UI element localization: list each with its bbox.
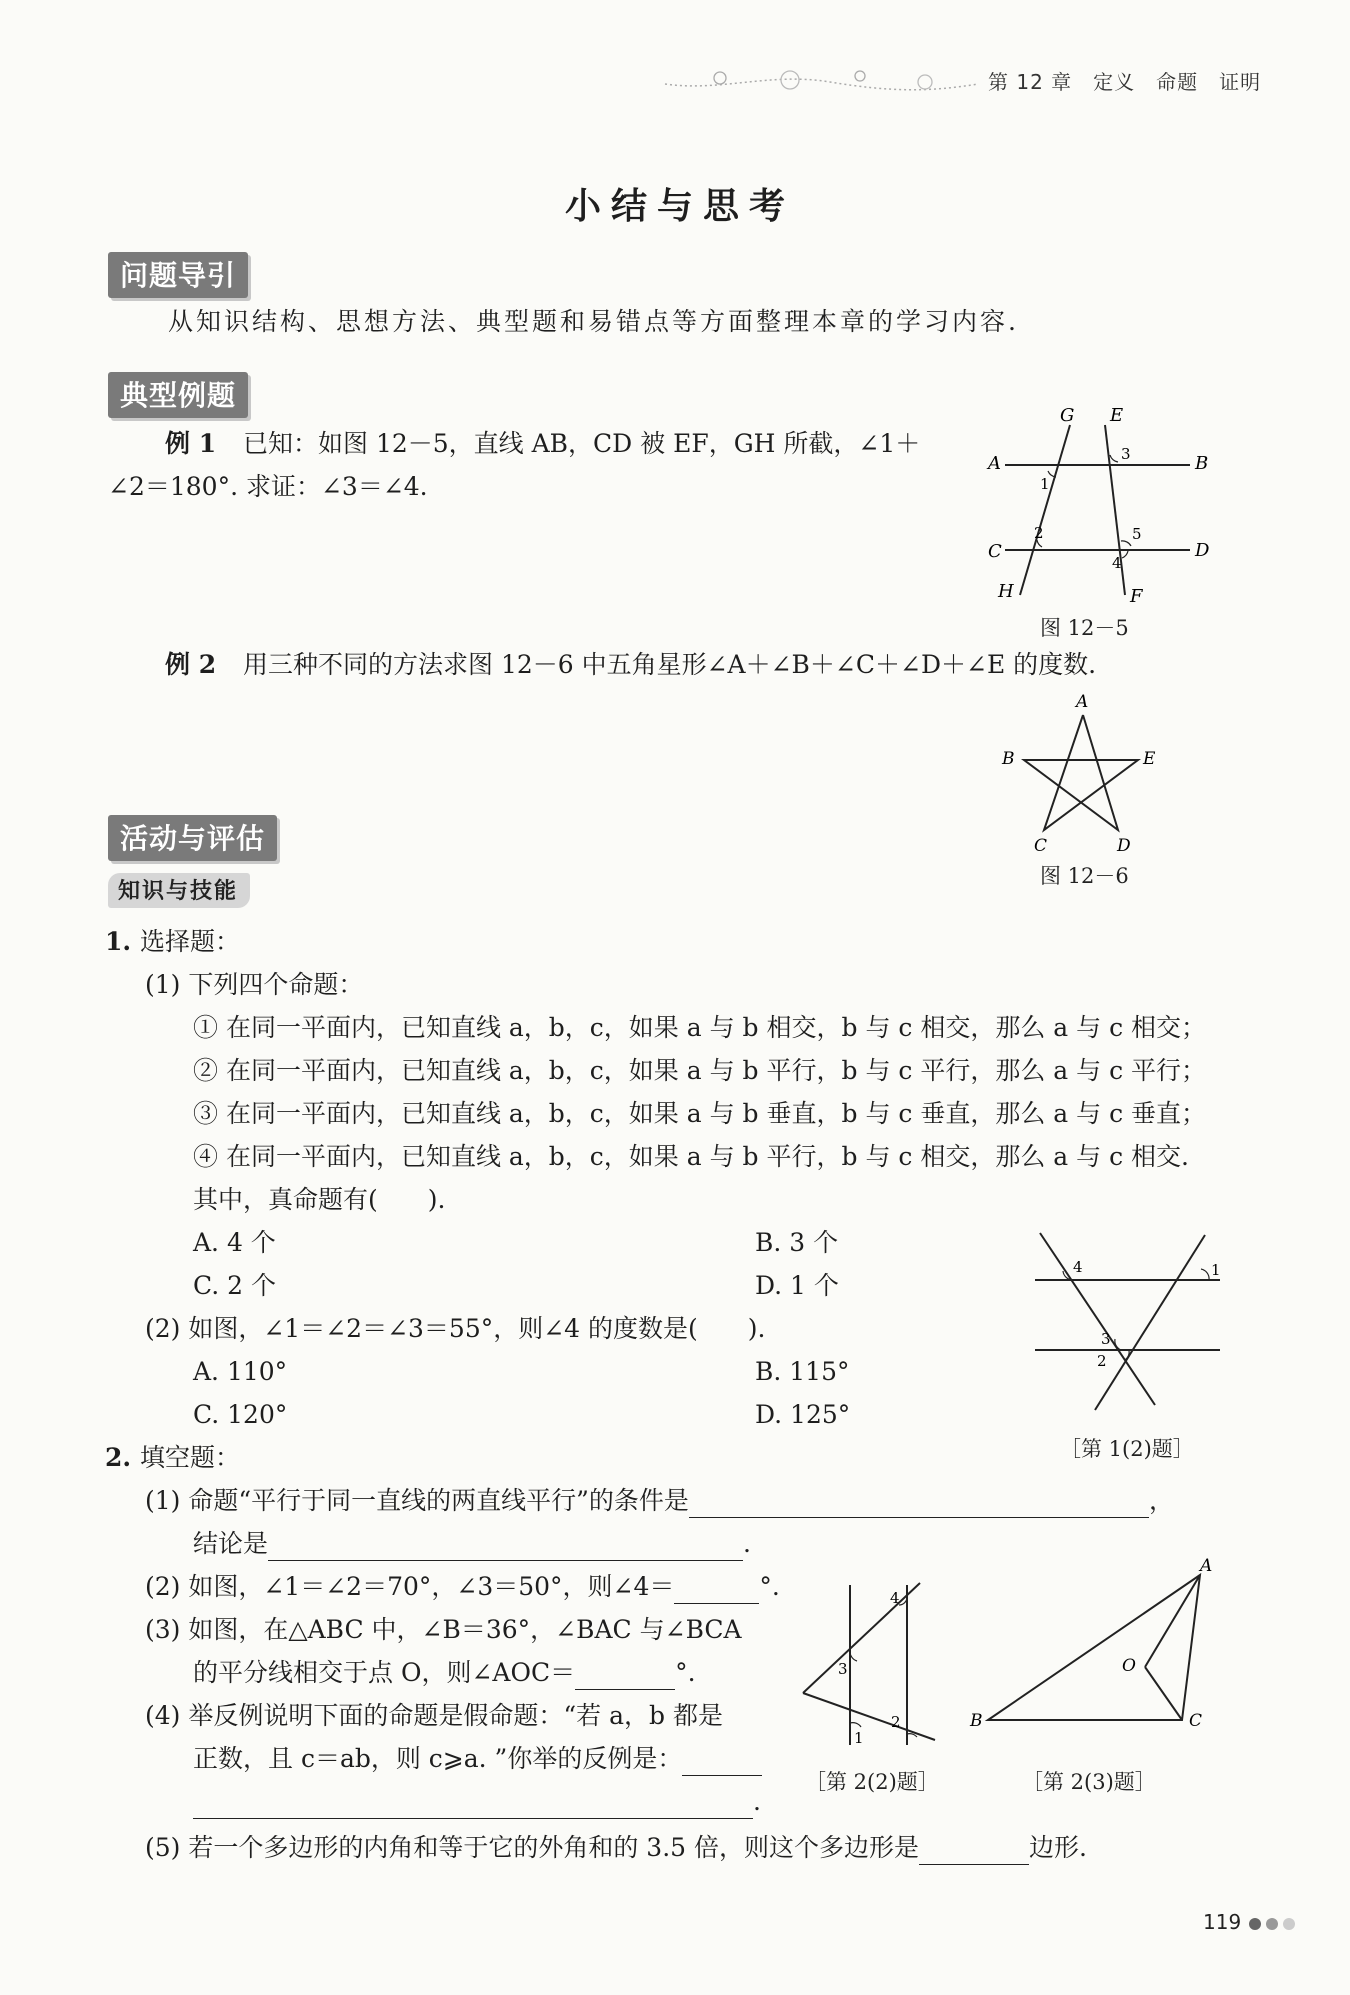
q2-p4-text: 正数，且 c＝ab，则 c⩾a. ”你举的反例是： xyxy=(193,1744,683,1773)
fig125-num-4: 4 xyxy=(1112,554,1122,572)
fig125-label-D: D xyxy=(1195,540,1210,561)
page-number: 119 xyxy=(1203,1910,1242,1934)
q2-p2-line xyxy=(145,1570,780,1604)
q2-p4-line2 xyxy=(193,1742,762,1776)
figure-q2-2-caption: ［第 2(2)题］ xyxy=(805,1770,939,1794)
fig22-num-4: 4 xyxy=(890,1589,900,1607)
q1-title: 选择题： xyxy=(140,927,241,956)
fig125-num-5: 5 xyxy=(1132,525,1142,543)
page-title: 小结与思考 xyxy=(565,186,796,227)
figure-q2-3 xyxy=(960,1555,1220,1745)
fig126-label-A: A xyxy=(1076,692,1089,712)
fig12-num-3: 3 xyxy=(1101,1330,1111,1348)
fig125-label-B: B xyxy=(1195,453,1209,474)
q2-p4-line3 xyxy=(193,1785,761,1819)
q2-p4-period: . xyxy=(753,1787,761,1816)
q1-number: 1. xyxy=(105,927,132,956)
q2-p3-text: 的平分线相交于点 O，则∠AOC＝ xyxy=(193,1658,576,1687)
q1-p2-question: (2) 如图，∠1＝∠2＝∠3＝55°，则∠4 的度数是( ). xyxy=(145,1314,766,1343)
figure-12-6-caption: 图 12－6 xyxy=(1040,864,1129,888)
q2-p5-blank[interactable] xyxy=(919,1838,1029,1865)
figure-12-5 xyxy=(980,405,1210,610)
guide-text: 从知识结构、思想方法、典型题和易错点等方面整理本章的学习内容. xyxy=(168,307,1019,336)
q1-p1-option-a: A. 4 个 xyxy=(193,1228,276,1257)
example2-text: 用三种不同的方法求图 12－6 中五角星形∠A＋∠B＋∠C＋∠D＋∠E 的度数. xyxy=(243,650,1097,679)
fig22-num-1: 1 xyxy=(854,1729,864,1747)
q1-p1-question: 其中，真命题有( ). xyxy=(193,1185,446,1214)
q1-p2-option-a: A. 110° xyxy=(193,1357,288,1386)
q1-p2-option-b: B. 115° xyxy=(755,1357,850,1386)
fig126-label-B: B xyxy=(1002,749,1015,769)
example1-line1: 已知：如图 12－5，直线 AB，CD 被 EF，GH 所截，∠1＋ xyxy=(243,429,921,458)
chapter-header: 第 12 章 定义 命题 证明 xyxy=(988,70,1262,94)
section-tag-guide: 问题导引 xyxy=(108,252,248,298)
subsection-tag-skills: 知识与技能 xyxy=(108,873,250,908)
fig125-num-3: 3 xyxy=(1121,445,1131,463)
figure-12-6-star xyxy=(990,690,1170,855)
q2-p1-condition-blank[interactable] xyxy=(689,1491,1149,1518)
q1-p1-option-b: B. 3 个 xyxy=(755,1228,839,1257)
q1-prop-3: ③ 在同一平面内，已知直线 a，b，c，如果 a 与 b 垂直，b 与 c 垂直，那么 a 与 c 垂直； xyxy=(193,1099,1207,1128)
q2-p1-period: . xyxy=(743,1529,751,1558)
figure-q1-2-caption: ［第 1(2)题］ xyxy=(1060,1437,1194,1461)
q1-prop-1: ① 在同一平面内，已知直线 a，b，c，如果 a 与 b 相交，b 与 c 相交，那么 a 与 c 相交； xyxy=(193,1013,1207,1042)
q1-prop-2: ② 在同一平面内，已知直线 a，b，c，如果 a 与 b 平行，b 与 c 平行，那么 a 与 c 平行； xyxy=(193,1056,1207,1085)
q1-prop-4: ④ 在同一平面内，已知直线 a，b，c，如果 a 与 b 平行，b 与 c 相交，那么 a 与 c 相交. xyxy=(193,1142,1189,1171)
fig23-label-C: C xyxy=(1189,1711,1203,1731)
fig12-num-1: 1 xyxy=(1211,1261,1221,1279)
q2-p1-line1 xyxy=(145,1484,1174,1518)
q2-p1-text: (1) 命题“平行于同一直线的两直线平行”的条件是 xyxy=(145,1486,689,1515)
fig23-label-B: B xyxy=(970,1711,983,1731)
fig125-label-G: G xyxy=(1060,405,1075,426)
q1-p2-option-c: C. 120° xyxy=(193,1400,288,1429)
q2-p1-comma: ， xyxy=(1148,1486,1174,1515)
fig22-num-2: 2 xyxy=(891,1713,901,1731)
q2-p2-text: (2) 如图，∠1＝∠2＝70°，∠3＝50°，则∠4＝ xyxy=(145,1572,675,1601)
q2-p2-blank[interactable] xyxy=(674,1577,759,1604)
q2-p3-line2 xyxy=(193,1656,696,1690)
fig125-label-F: F xyxy=(1130,586,1143,607)
fig23-label-O: O xyxy=(1122,1656,1136,1676)
q2-p1-conclusion-text: 结论是 xyxy=(193,1529,269,1558)
q2-p4-blank-2[interactable] xyxy=(193,1792,753,1819)
q2-p3-suffix: °. xyxy=(675,1658,696,1687)
fig22-num-3: 3 xyxy=(838,1660,848,1678)
page-number-dots xyxy=(1248,1914,1303,1934)
example1-line2: ∠2＝180°. 求证：∠3＝∠4. xyxy=(108,472,428,501)
fig12-num-4: 4 xyxy=(1073,1258,1083,1276)
q2-p5-text: (5) 若一个多边形的内角和等于它的外角和的 3.5 倍，则这个多边形是 xyxy=(145,1833,920,1862)
q1-p1-intro: (1) 下列四个命题： xyxy=(145,970,364,999)
fig126-label-C: C xyxy=(1034,836,1048,855)
fig125-label-E: E xyxy=(1110,405,1124,426)
fig126-label-E: E xyxy=(1143,749,1156,769)
q2-p4-line1: (4) 举反例说明下面的命题是假命题：“若 a，b 都是 xyxy=(145,1701,723,1730)
figure-q1-2 xyxy=(1025,1225,1225,1415)
fig125-label-A: A xyxy=(988,453,1001,474)
figure-q2-3-caption: ［第 2(3)题］ xyxy=(1022,1770,1156,1794)
q2-p2-suffix: °. xyxy=(759,1572,780,1601)
fig125-label-H: H xyxy=(998,581,1014,602)
fig12-num-2: 2 xyxy=(1097,1352,1107,1370)
header-decoration xyxy=(660,62,980,102)
figure-q2-2 xyxy=(795,1575,945,1755)
q2-number: 2. xyxy=(105,1443,132,1472)
q2-p4-blank-1[interactable] xyxy=(682,1749,762,1776)
q2-p1-conclusion-blank[interactable] xyxy=(268,1534,743,1561)
q1-p2-option-d: D. 125° xyxy=(755,1400,851,1429)
fig126-label-D: D xyxy=(1117,836,1131,855)
section-tag-activity: 活动与评估 xyxy=(108,815,277,861)
q1-p1-option-c: C. 2 个 xyxy=(193,1271,276,1300)
q2-p1-line2 xyxy=(193,1527,751,1561)
fig125-label-C: C xyxy=(988,541,1002,562)
q2-p3-blank[interactable] xyxy=(575,1663,675,1690)
example1-label: 例 1 xyxy=(165,429,217,458)
q2-p5-line xyxy=(145,1831,1087,1865)
q1-p1-option-d: D. 1 个 xyxy=(755,1271,839,1300)
figure-12-5-caption: 图 12－5 xyxy=(1040,616,1129,640)
q2-title: 填空题： xyxy=(140,1443,241,1472)
q2-p5-suffix: 边形. xyxy=(1029,1833,1087,1862)
fig125-num-2: 2 xyxy=(1034,524,1044,542)
fig23-label-A: A xyxy=(1200,1556,1213,1576)
example2-label: 例 2 xyxy=(165,650,217,679)
section-tag-examples: 典型例题 xyxy=(108,372,248,418)
fig125-num-1: 1 xyxy=(1040,475,1050,493)
q2-p3-line1: (3) 如图，在△ABC 中，∠B＝36°，∠BAC 与∠BCA xyxy=(145,1615,742,1644)
